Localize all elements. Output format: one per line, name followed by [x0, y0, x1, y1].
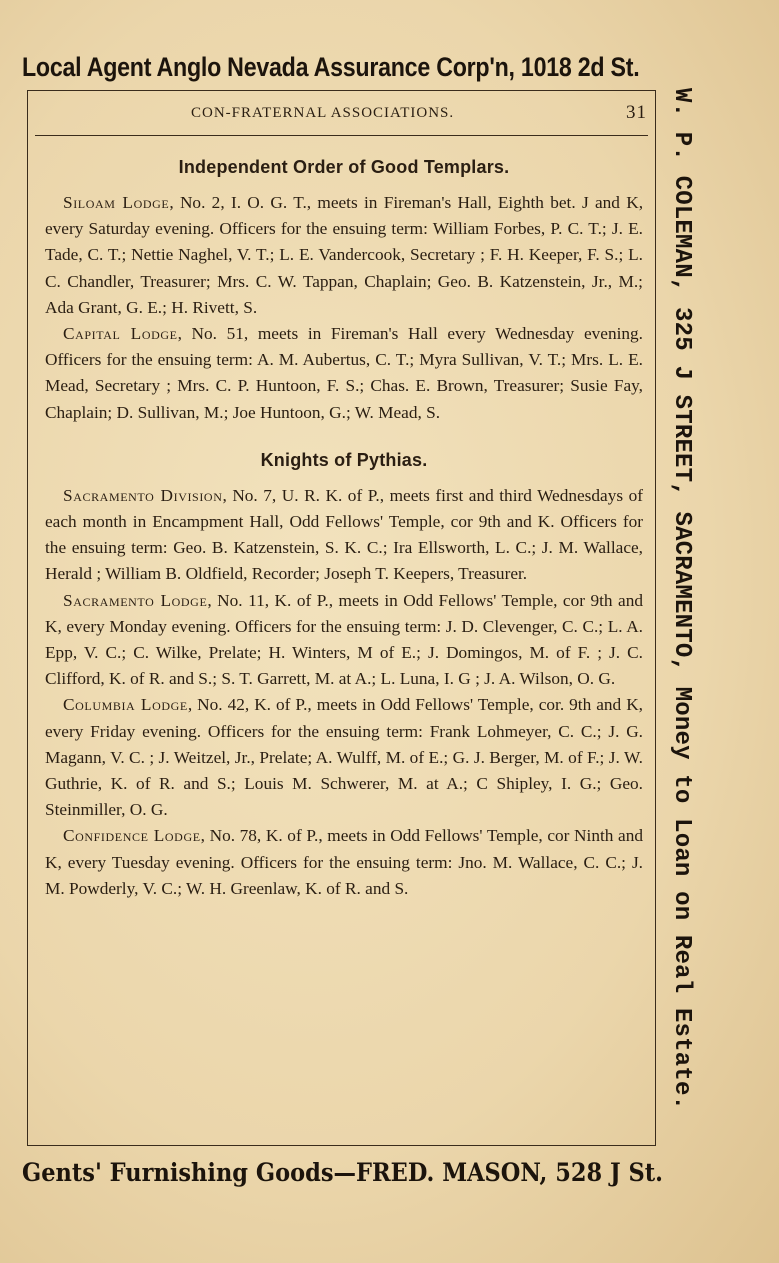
running-head	[28, 102, 655, 131]
section-spacer	[45, 426, 643, 450]
lodge-name: Capital Lodge	[63, 324, 178, 344]
entry-paragraph	[45, 483, 643, 588]
header-rule	[35, 135, 648, 136]
page-number: 31	[626, 102, 647, 123]
lodge-details: , No. 51, meets in Fireman's Hall every Wednesday evening. Officers for the ensuing term: A. M. Aubertus, C. T.; Myra Sullivan, V. T.; Mrs. L. E. Mead, Secretary ; Mrs. C. P. Huntoon, F. S.; Chas. E. Brown, Treasurer; Susie Fay, Chaplain; D. Sullivan, M.; Joe Huntoon, G.; W. Mead, S.	[45, 324, 643, 422]
section-title: Independent Order of Good Templars.	[178, 157, 510, 177]
entry-paragraph	[45, 321, 643, 426]
lodge-name: Columbia Lodge	[63, 695, 188, 715]
section-title: Knights of Pythias.	[260, 449, 428, 470]
page-frame	[27, 90, 656, 1146]
entry-paragraph	[45, 692, 643, 823]
lodge-details: , No. 42, K. of P., meets in Odd Fellows' Temple, cor. 9th and K, every Friday evening. Officers for the ensuing term: Frank Lohmeyer, C. C.; J. G. Magann, V. C. ; J. Weitzel, Jr., Prelate; A. Wulff, M. of E.; G. J. Berger, M. of F.; J. W. Guthrie, K. of R. and S.; Louis M. Schwerer, M. at A.; C Shipley, I. G.; Geo. Steinmiller, O. G.	[45, 695, 643, 820]
lodge-details: , No. 2, I. O. G. T., meets in Fireman's Hall, Eighth bet. J and K, every Saturday evening. Officers for the ensuing term: William Forbes, P. C. T.; J. E. Tade, C. T.; Nettie Naghel, V. T.; L. E. Vandercook, Secretary ; F. H. Keeper, F. S.; L. C. Chandler, Treasurer; Mrs. C. W. Tappan, Chaplain; Geo. B. Katzenstein, Jr., M.; Ada Grant, G. E.; H. Rivett, S.	[45, 193, 644, 317]
lodge-name: Siloam Lodge	[63, 193, 170, 212]
entry-paragraph	[45, 588, 643, 693]
lodge-name: Sacramento Lodge	[63, 590, 208, 610]
section-knights-of-pythias	[45, 450, 643, 902]
lodge-details: , No. 78, K. of P., meets in Odd Fellows' Temple, cor Ninth and K, every Tuesday evening. Officers for the ensuing term: Jno. M. Wallace, C. C.; J. M. Powderly, V. C.; W. H. Greenlaw, K. of R. and S.	[45, 826, 643, 898]
section-good-templars	[45, 157, 643, 426]
lodge-name: Confidence Lodge	[63, 826, 201, 846]
lodge-details: , No. 7, U. R. K. of P., meets first and third Wednesdays of each month in Encampment Hall, Odd Fellows' Temple, cor 9th and K. Officers for the ensuing term: Geo. B. Katzenstein, S. K. C.; Ira Ellsworth, L. C.; J. M. Wallace, Herald ; William B. Oldfield, Recorder; Joseph T. Keepers, Treasurer.	[45, 485, 643, 584]
lodge-name: Sacramento Division	[63, 485, 223, 505]
entry-paragraph	[45, 823, 643, 902]
bottom-advertisement-banner: Gents' Furnishing Goods—FRED. MASON, 528 J St.	[22, 1158, 663, 1187]
entry-paragraph	[45, 190, 643, 321]
top-advertisement-banner: Local Agent Anglo Nevada Assurance Corp'n, 1018 2d St.	[22, 52, 640, 82]
page-content	[45, 157, 643, 902]
side-advertisement-banner: W. P. COLEMAN, 325 J STREET, SACRAMENTO, Money to Loan on Real Estate.	[668, 88, 695, 1111]
running-head-title: CON-FRATERNAL ASSOCIATIONS.	[191, 105, 455, 121]
lodge-details: , No. 11, K. of P., meets in Odd Fellows' Temple, cor 9th and K, every Monday evening. Officers for the ensuing term: J. D. Clevenger, C. C.; L. A. Epp, V. C.; C. Wilke, Prelate; H. Winters, M of E.; J. Domingos, M. of F. ; J. C. Clifford, K. of R. and S.; S. T. Garrett, M. at A.; L. Luna, I. G ; J. A. Wilson, O. G.	[45, 590, 644, 689]
